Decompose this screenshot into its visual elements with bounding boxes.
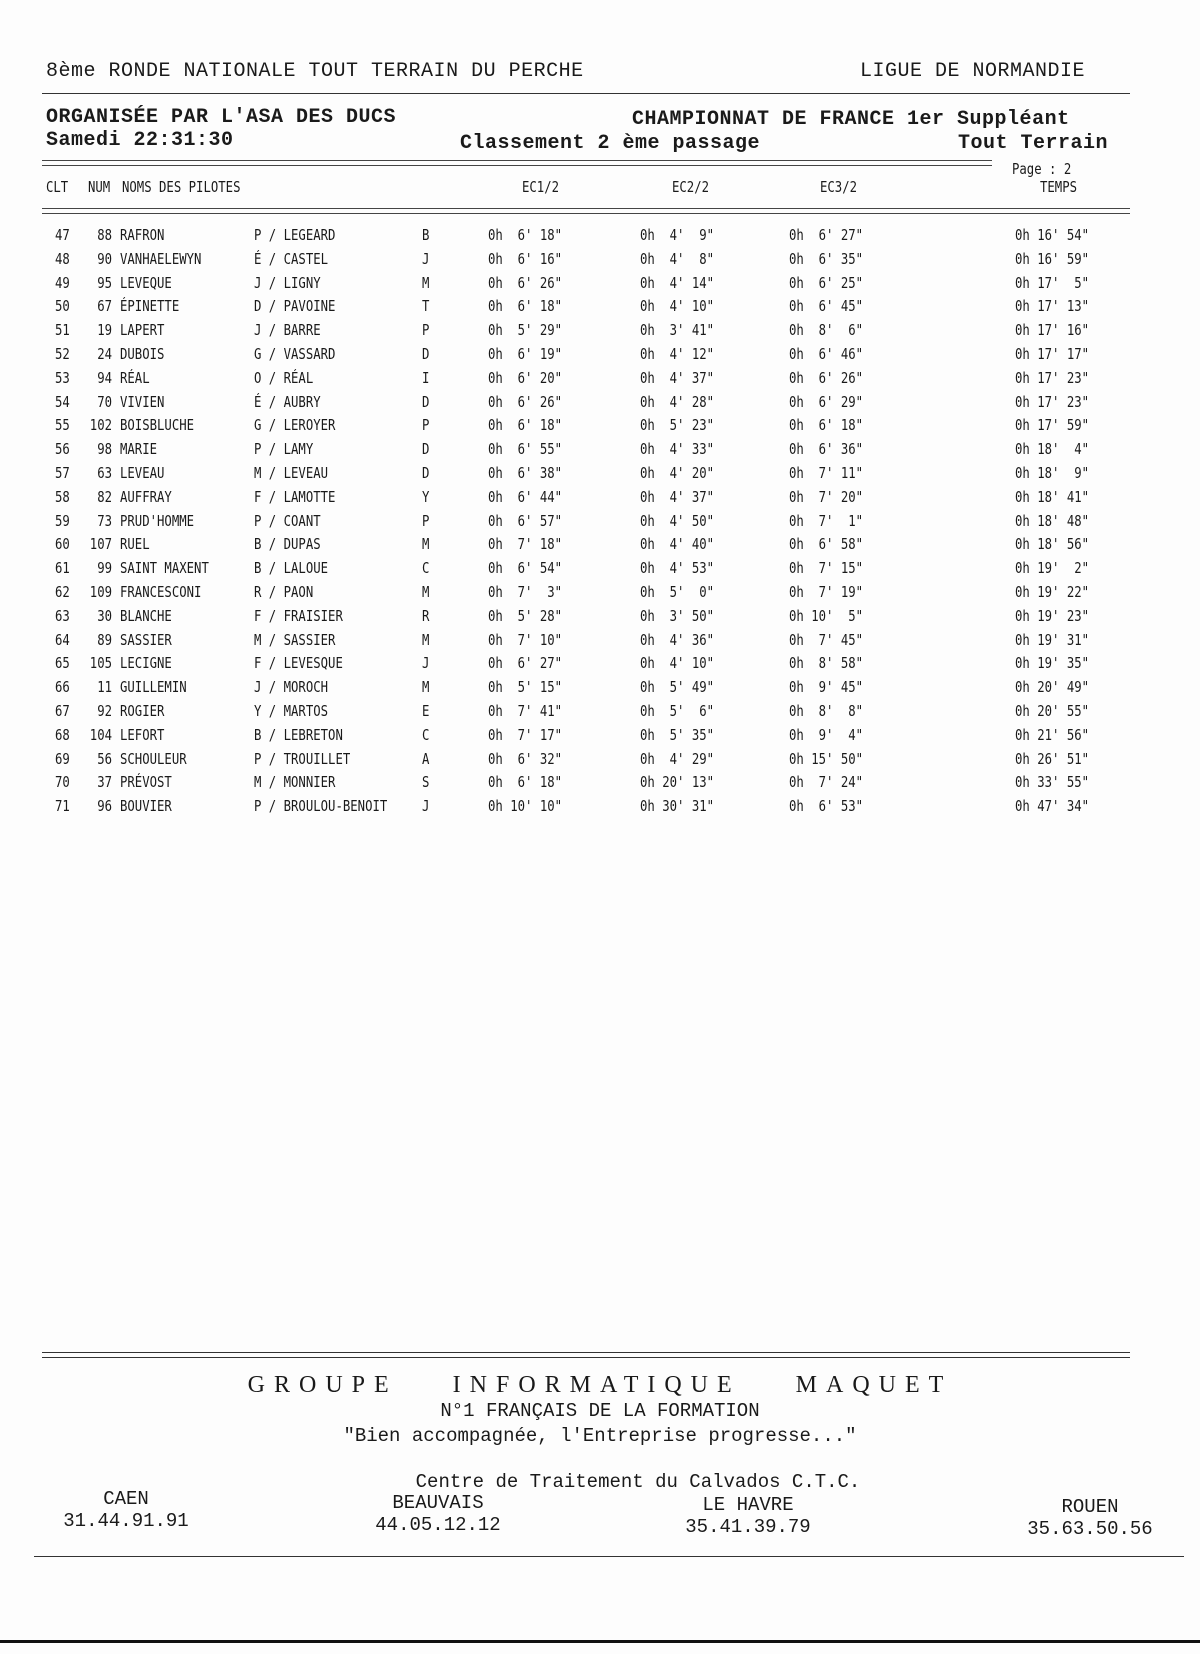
- stage3-time: 0h 6' 45": [789, 297, 864, 316]
- car-number: 102: [89, 416, 112, 435]
- rank: 71: [55, 797, 70, 816]
- stage3-time: 0h 7' 15": [789, 559, 864, 578]
- total-time: 0h 26' 51": [1015, 749, 1090, 768]
- stage3-time: 0h 6' 58": [789, 535, 864, 554]
- rank: 63: [55, 606, 70, 625]
- organizer: ORGANISÉE PAR L'ASA DES DUCS: [46, 106, 397, 129]
- copilot-name: J / BARRE: [254, 321, 321, 340]
- col-ec1: EC1/2: [522, 178, 560, 196]
- table-row: [0, 773, 1200, 797]
- car-number: 63: [97, 463, 112, 482]
- total-time: 0h 20' 55": [1015, 701, 1090, 720]
- pilot-name: BLANCHE: [120, 606, 172, 625]
- stage3-time: 0h 9' 45": [789, 678, 864, 697]
- stage2-time: 0h 4' 37": [640, 487, 715, 506]
- rank: 47: [55, 226, 70, 244]
- car-number: 94: [97, 368, 112, 387]
- class-letter: J: [422, 797, 430, 816]
- stage3-time: 0h 8' 8": [789, 701, 864, 720]
- stage1-time: 0h 6' 18": [488, 773, 563, 792]
- stage2-time: 0h 4' 37": [640, 368, 715, 387]
- city-beauvais: [358, 1492, 518, 1536]
- total-time: 0h 18' 41": [1015, 487, 1090, 506]
- stage3-time: 0h 6' 29": [789, 392, 864, 411]
- pilot-name: VANHAELEWYN: [120, 249, 202, 268]
- copilot-name: F / LAMOTTE: [254, 487, 336, 506]
- rank: 50: [55, 297, 70, 316]
- total-time: 0h 16' 54": [1015, 226, 1090, 244]
- total-time: 0h 20' 49": [1015, 678, 1090, 697]
- total-time: 0h 17' 59": [1015, 416, 1090, 435]
- stage1-time: 0h 10' 10": [488, 797, 563, 816]
- stage1-time: 0h 7' 41": [488, 701, 563, 720]
- table-row: [0, 726, 1200, 750]
- pilot-name: BOISBLUCHE: [120, 416, 195, 435]
- copilot-name: F / LEVESQUE: [254, 654, 343, 673]
- total-time: 0h 19' 2": [1015, 559, 1090, 578]
- pilot-name: FRANCESCONI: [120, 582, 202, 601]
- stage3-time: 0h 6' 53": [789, 797, 864, 816]
- city-name: CAEN: [103, 1488, 149, 1510]
- page-edge: [0, 1640, 1200, 1643]
- stage2-time: 0h 4' 8": [640, 249, 715, 268]
- copilot-name: B / LEBRETON: [254, 725, 343, 744]
- car-number: 24: [97, 344, 112, 363]
- total-time: 0h 47' 34": [1015, 797, 1090, 816]
- processing-center: Centre de Traitement du Calvados C.T.C.: [415, 1471, 861, 1493]
- stage1-time: 0h 7' 3": [488, 582, 563, 601]
- footer-rule: [42, 1352, 1130, 1358]
- copilot-name: F / FRAISIER: [254, 606, 343, 625]
- class-letter: I: [422, 368, 430, 387]
- copilot-name: P / LEGEARD: [254, 226, 336, 244]
- stage2-time: 0h 4' 36": [640, 630, 715, 649]
- city-rouen: [1010, 1496, 1170, 1540]
- car-number: 67: [97, 297, 112, 316]
- class-letter: E: [422, 701, 430, 720]
- stage1-time: 0h 5' 29": [488, 321, 563, 340]
- rank: 49: [55, 273, 70, 292]
- car-number: 56: [97, 749, 112, 768]
- stage3-time: 0h 6' 26": [789, 368, 864, 387]
- event-title: 8ème RONDE NATIONALE TOUT TERRAIN DU PERCHE: [46, 60, 584, 83]
- stage3-time: 0h 6' 36": [789, 440, 864, 459]
- copilot-name: R / PAON: [254, 582, 314, 601]
- slogan: "Bien accompagnée, l'Entreprise progresse...": [343, 1425, 857, 1447]
- rank: 56: [55, 440, 70, 459]
- car-number: 105: [89, 654, 112, 673]
- championship: CHAMPIONNAT DE FRANCE 1er Suppléant: [632, 108, 1070, 131]
- total-time: 0h 19' 31": [1015, 630, 1090, 649]
- rank: 53: [55, 368, 70, 387]
- pilot-name: LECIGNE: [120, 654, 172, 673]
- car-number: 82: [97, 487, 112, 506]
- stage3-time: 0h 6' 27": [789, 226, 864, 244]
- stage2-time: 0h 3' 41": [640, 321, 715, 340]
- col-total: TEMPS: [1040, 178, 1078, 196]
- table-row: [0, 416, 1200, 440]
- copilot-name: O / RÉAL: [254, 368, 314, 387]
- rank: 65: [55, 654, 70, 673]
- stage2-time: 0h 4' 53": [640, 559, 715, 578]
- stage1-time: 0h 6' 26": [488, 273, 563, 292]
- stage1-time: 0h 6' 55": [488, 440, 563, 459]
- rank: 48: [55, 249, 70, 268]
- pilot-name: SCHOULEUR: [120, 749, 187, 768]
- car-number: 104: [89, 725, 112, 744]
- header-rule: [42, 93, 1130, 94]
- stage1-time: 0h 6' 18": [488, 416, 563, 435]
- pilot-name: RUEL: [120, 535, 150, 554]
- table-row: [0, 607, 1200, 631]
- class-letter: J: [422, 249, 430, 268]
- copilot-name: B / DUPAS: [254, 535, 321, 554]
- total-time: 0h 21' 56": [1015, 725, 1090, 744]
- copilot-name: P / LAMY: [254, 440, 314, 459]
- stage3-time: 0h 7' 19": [789, 582, 864, 601]
- table-row: [0, 226, 1200, 250]
- bottom-rule: [34, 1556, 1184, 1557]
- car-number: 30: [97, 606, 112, 625]
- rank: 54: [55, 392, 70, 411]
- stage2-time: 0h 20' 13": [640, 773, 715, 792]
- stage1-time: 0h 6' 32": [488, 749, 563, 768]
- stage3-time: 0h 9' 4": [789, 725, 864, 744]
- pilot-name: AUFFRAY: [120, 487, 172, 506]
- class-letter: M: [422, 535, 430, 554]
- rank: 62: [55, 582, 70, 601]
- stage2-time: 0h 4' 10": [640, 297, 715, 316]
- total-time: 0h 18' 48": [1015, 511, 1090, 530]
- total-time: 0h 33' 55": [1015, 773, 1090, 792]
- stage2-time: 0h 4' 9": [640, 226, 715, 244]
- total-time: 0h 17' 23": [1015, 392, 1090, 411]
- tagline: N°1 FRANÇAIS DE LA FORMATION: [440, 1400, 760, 1422]
- rank: 61: [55, 559, 70, 578]
- stage1-time: 0h 5' 15": [488, 678, 563, 697]
- car-number: 11: [97, 678, 112, 697]
- stage3-time: 0h 7' 45": [789, 630, 864, 649]
- stage1-time: 0h 6' 16": [488, 249, 563, 268]
- table-row: [0, 559, 1200, 583]
- table-row: [0, 297, 1200, 321]
- table-row: [0, 512, 1200, 536]
- pilot-name: RÉAL: [120, 368, 150, 387]
- pilot-name: PRUD'HOMME: [120, 511, 195, 530]
- class-letter: M: [422, 273, 430, 292]
- car-number: 37: [97, 773, 112, 792]
- stage1-time: 0h 6' 18": [488, 297, 563, 316]
- stage1-time: 0h 5' 28": [488, 606, 563, 625]
- car-number: 88: [97, 226, 112, 244]
- copilot-name: D / PAVOINE: [254, 297, 336, 316]
- class-letter: T: [422, 297, 430, 316]
- stage3-time: 0h 8' 58": [789, 654, 864, 673]
- table-row: [0, 678, 1200, 702]
- table-row: [0, 583, 1200, 607]
- total-time: 0h 19' 22": [1015, 582, 1090, 601]
- class-letter: P: [422, 321, 430, 340]
- stage1-time: 0h 6' 57": [488, 511, 563, 530]
- copilot-name: M / MONNIER: [254, 773, 336, 792]
- rank: 69: [55, 749, 70, 768]
- car-number: 109: [89, 582, 112, 601]
- copilot-name: P / BROULOU-BENOIT: [254, 797, 388, 816]
- total-time: 0h 17' 23": [1015, 368, 1090, 387]
- table-row: [0, 321, 1200, 345]
- class-letter: D: [422, 344, 430, 363]
- rank: 57: [55, 463, 70, 482]
- table-row: [0, 345, 1200, 369]
- car-number: 107: [89, 535, 112, 554]
- class-letter: D: [422, 440, 430, 459]
- table-row: [0, 488, 1200, 512]
- stage2-time: 0h 4' 33": [640, 440, 715, 459]
- stage2-time: 0h 5' 35": [640, 725, 715, 744]
- total-time: 0h 18' 56": [1015, 535, 1090, 554]
- pilot-name: PRÉVOST: [120, 773, 172, 792]
- stage3-time: 0h 7' 11": [789, 463, 864, 482]
- city-name: LE HAVRE: [702, 1494, 794, 1516]
- city-phone: 35.63.50.56: [1027, 1518, 1153, 1540]
- stage2-time: 0h 5' 23": [640, 416, 715, 435]
- pilot-name: MARIE: [120, 440, 158, 459]
- table-row: [0, 797, 1200, 821]
- total-time: 0h 17' 17": [1015, 344, 1090, 363]
- stage1-time: 0h 6' 38": [488, 463, 563, 482]
- table-row: [0, 464, 1200, 488]
- col-clt: CLT: [46, 178, 69, 196]
- rank: 51: [55, 321, 70, 340]
- class-letter: J: [422, 654, 430, 673]
- total-time: 0h 16' 59": [1015, 249, 1090, 268]
- city-caen: [56, 1488, 196, 1532]
- table-row: [0, 654, 1200, 678]
- rank: 64: [55, 630, 70, 649]
- total-time: 0h 19' 23": [1015, 606, 1090, 625]
- table-row: [0, 274, 1200, 298]
- copilot-name: P / TROUILLET: [254, 749, 351, 768]
- table-row: [0, 440, 1200, 464]
- league-name: LIGUE DE NORMANDIE: [860, 60, 1086, 83]
- table-row: [0, 535, 1200, 559]
- stage1-time: 0h 6' 19": [488, 344, 563, 363]
- class-letter: M: [422, 630, 430, 649]
- car-number: 89: [97, 630, 112, 649]
- rank: 52: [55, 344, 70, 363]
- class-letter: C: [422, 725, 430, 744]
- car-number: 96: [97, 797, 112, 816]
- car-number: 19: [97, 321, 112, 340]
- stage2-time: 0h 30' 31": [640, 797, 715, 816]
- pilot-name: LEVEQUE: [120, 273, 172, 292]
- class-letter: B: [422, 226, 430, 244]
- total-time: 0h 17' 5": [1015, 273, 1090, 292]
- total-time: 0h 18' 9": [1015, 463, 1090, 482]
- stage1-time: 0h 6' 54": [488, 559, 563, 578]
- copilot-name: G / VASSARD: [254, 344, 336, 363]
- brand-name: GROUPE INFORMATIQUE MAQUET: [247, 1372, 953, 1398]
- pilot-name: VIVIEN: [120, 392, 165, 411]
- stage2-time: 0h 4' 10": [640, 654, 715, 673]
- copilot-name: B / LALOUE: [254, 559, 329, 578]
- pilot-name: RAFRON: [120, 226, 165, 244]
- page-number: Page : 2: [1012, 160, 1072, 178]
- class-letter: R: [422, 606, 430, 625]
- stage1-time: 0h 6' 44": [488, 487, 563, 506]
- stage2-time: 0h 5' 49": [640, 678, 715, 697]
- stage1-time: 0h 6' 27": [488, 654, 563, 673]
- total-time: 0h 17' 16": [1015, 321, 1090, 340]
- stage3-time: 0h 7' 20": [789, 487, 864, 506]
- copilot-name: J / LIGNY: [254, 273, 321, 292]
- col-ec2: EC2/2: [672, 178, 710, 196]
- copilot-name: J / MOROCH: [254, 678, 329, 697]
- pilot-name: SAINT MAXENT: [120, 559, 209, 578]
- rank: 58: [55, 487, 70, 506]
- car-number: 99: [97, 559, 112, 578]
- copilot-name: Y / MARTOS: [254, 701, 329, 720]
- stage3-time: 0h 6' 35": [789, 249, 864, 268]
- stage2-time: 0h 4' 28": [640, 392, 715, 411]
- double-rule-bottom: [42, 208, 1130, 214]
- pilot-name: LEVEAU: [120, 463, 165, 482]
- class-letter: P: [422, 511, 430, 530]
- stage2-time: 0h 4' 29": [640, 749, 715, 768]
- copilot-name: M / SASSIER: [254, 630, 336, 649]
- ranking-title: Classement 2 ème passage: [460, 132, 761, 155]
- stage1-time: 0h 6' 20": [488, 368, 563, 387]
- pilot-name: DUBOIS: [120, 344, 165, 363]
- class-letter: P: [422, 416, 430, 435]
- pilot-name: LEFORT: [120, 725, 165, 744]
- pilot-name: ROGIER: [120, 701, 165, 720]
- pilot-name: GUILLEMIN: [120, 678, 187, 697]
- table-row: [0, 702, 1200, 726]
- copilot-name: G / LEROYER: [254, 416, 336, 435]
- rank: 59: [55, 511, 70, 530]
- stage3-time: 0h 8' 6": [789, 321, 864, 340]
- stage2-time: 0h 3' 50": [640, 606, 715, 625]
- rank: 55: [55, 416, 70, 435]
- table-row: [0, 369, 1200, 393]
- class-letter: Y: [422, 487, 430, 506]
- rank: 67: [55, 701, 70, 720]
- stage2-time: 0h 4' 12": [640, 344, 715, 363]
- pilot-name: SASSIER: [120, 630, 172, 649]
- class-letter: M: [422, 582, 430, 601]
- rank: 68: [55, 725, 70, 744]
- city-phone: 35.41.39.79: [685, 1516, 811, 1538]
- category-title: Tout Terrain: [958, 132, 1109, 155]
- copilot-name: P / COANT: [254, 511, 321, 530]
- stage3-time: 0h 6' 18": [789, 416, 864, 435]
- stage1-time: 0h 6' 18": [488, 226, 563, 244]
- total-time: 0h 18' 4": [1015, 440, 1090, 459]
- timestamp: Samedi 22:31:30: [46, 129, 234, 152]
- class-letter: C: [422, 559, 430, 578]
- stage1-time: 0h 7' 17": [488, 725, 563, 744]
- pilot-name: ÉPINETTE: [120, 297, 180, 316]
- stage2-time: 0h 5' 0": [640, 582, 715, 601]
- rank: 60: [55, 535, 70, 554]
- stage1-time: 0h 7' 18": [488, 535, 563, 554]
- col-ec3: EC3/2: [820, 178, 858, 196]
- city-phone: 44.05.12.12: [375, 1514, 501, 1536]
- rank: 66: [55, 678, 70, 697]
- stage2-time: 0h 4' 50": [640, 511, 715, 530]
- stage3-time: 0h 7' 24": [789, 773, 864, 792]
- total-time: 0h 19' 35": [1015, 654, 1090, 673]
- city-name: BEAUVAIS: [392, 1492, 484, 1514]
- class-letter: M: [422, 678, 430, 697]
- stage2-time: 0h 5' 6": [640, 701, 715, 720]
- col-num: NUM: [88, 178, 111, 196]
- results-table: [0, 226, 1200, 821]
- class-letter: S: [422, 773, 430, 792]
- car-number: 73: [97, 511, 112, 530]
- double-rule-top: [42, 160, 992, 166]
- stage1-time: 0h 6' 26": [488, 392, 563, 411]
- stage2-time: 0h 4' 40": [640, 535, 715, 554]
- table-row: [0, 750, 1200, 774]
- car-number: 92: [97, 701, 112, 720]
- copilot-name: É / CASTEL: [254, 249, 329, 268]
- stage1-time: 0h 7' 10": [488, 630, 563, 649]
- table-row: [0, 631, 1200, 655]
- city-phone: 31.44.91.91: [63, 1510, 189, 1532]
- pilot-name: BOUVIER: [120, 797, 172, 816]
- copilot-name: M / LEVEAU: [254, 463, 329, 482]
- stage3-time: 0h 10' 5": [789, 606, 864, 625]
- car-number: 98: [97, 440, 112, 459]
- car-number: 95: [97, 273, 112, 292]
- car-number: 90: [97, 249, 112, 268]
- car-number: 70: [97, 392, 112, 411]
- city-le-havre: [668, 1494, 828, 1538]
- stage2-time: 0h 4' 14": [640, 273, 715, 292]
- city-name: ROUEN: [1061, 1496, 1119, 1518]
- class-letter: D: [422, 463, 430, 482]
- total-time: 0h 17' 13": [1015, 297, 1090, 316]
- stage3-time: 0h 6' 46": [789, 344, 864, 363]
- stage3-time: 0h 7' 1": [789, 511, 864, 530]
- rank: 70: [55, 773, 70, 792]
- stage2-time: 0h 4' 20": [640, 463, 715, 482]
- table-row: [0, 393, 1200, 417]
- stage3-time: 0h 15' 50": [789, 749, 864, 768]
- copilot-name: É / AUBRY: [254, 392, 321, 411]
- col-names: NOMS DES PILOTES: [122, 178, 241, 196]
- class-letter: D: [422, 392, 430, 411]
- table-row: [0, 250, 1200, 274]
- class-letter: A: [422, 749, 430, 768]
- pilot-name: LAPERT: [120, 321, 165, 340]
- stage3-time: 0h 6' 25": [789, 273, 864, 292]
